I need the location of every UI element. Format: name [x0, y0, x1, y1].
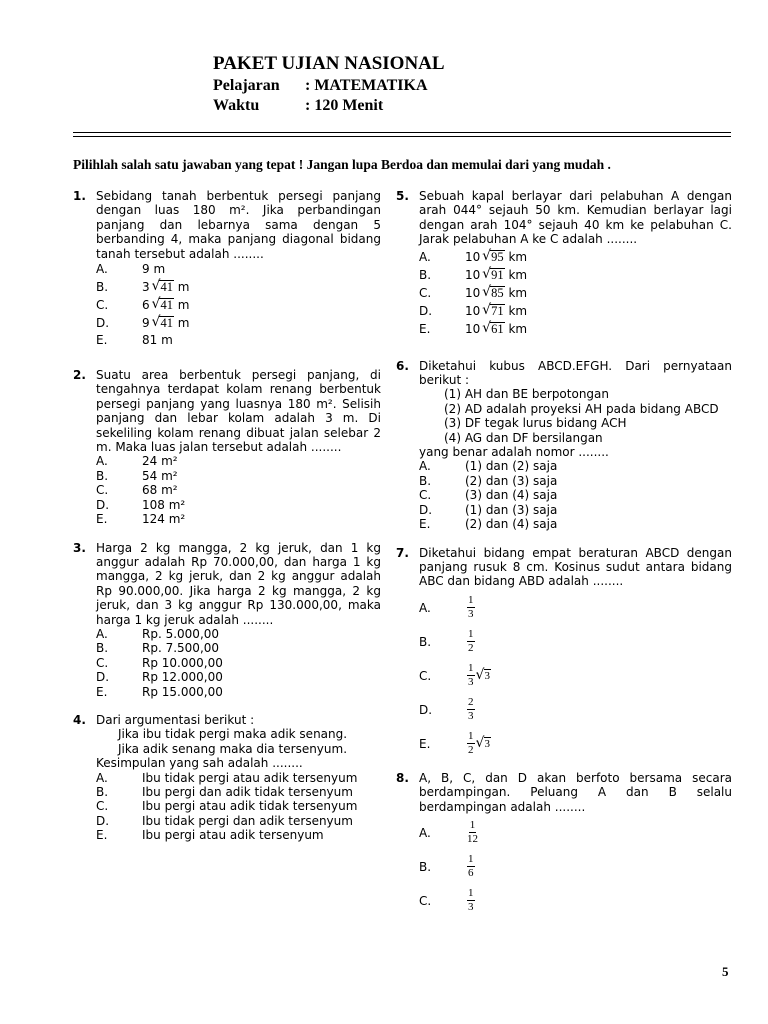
denominator: 6: [468, 867, 474, 880]
question-4: [73, 713, 381, 843]
option-label: E.: [96, 512, 108, 527]
option-d[interactable]: [96, 314, 381, 332]
fraction: [467, 888, 475, 913]
option-unit: km: [508, 268, 528, 283]
question-number: 2.: [73, 368, 86, 383]
question-ask: yang benar adalah nomor ........: [419, 445, 609, 460]
option-a[interactable]: [96, 771, 381, 785]
option-label: E.: [96, 684, 108, 699]
left-column: [73, 189, 381, 843]
instruction-text: Pilihlah salah satu jawaban yang tepat ! Jangan lupa Berdoa dan memulai dari yang mudah .: [73, 157, 611, 172]
numerator: 1: [468, 662, 474, 675]
fraction: [467, 820, 478, 845]
option-text: (1) dan (3) saja: [465, 502, 558, 517]
option-d[interactable]: [96, 814, 381, 828]
question-number: 5.: [396, 189, 409, 203]
option-label: A.: [419, 825, 431, 840]
option-c[interactable]: [419, 285, 732, 303]
subject-row: [213, 76, 445, 96]
option-label: A.: [96, 626, 108, 641]
question-stem: Suatu area berbentuk persegi panjang, di tengahnya terdapat kolam renang berbentuk persegi panjang yang luasnya 180 m². Selisih panjang dan lebar kolam adalah 3 m. Di sekeliling kolam renang dibuat jalan selebar 2 m. Maka luas jalan tersebut adalah ........: [96, 368, 381, 455]
option-label: A.: [96, 454, 108, 469]
option-label: C.: [419, 893, 432, 908]
option-text: (2) dan (4) saja: [465, 517, 558, 532]
option-text: Rp. 7.500,00: [142, 641, 220, 656]
question-7: [396, 546, 732, 761]
option-c[interactable]: [419, 884, 732, 918]
numerator: 1: [468, 594, 474, 607]
option-a[interactable]: [419, 816, 732, 850]
option-unit: m: [177, 315, 190, 330]
option-coefficient: 10: [465, 322, 481, 337]
sqrt-radical: √ 3: [484, 737, 492, 750]
question-number: 7.: [396, 545, 409, 560]
option-a[interactable]: [419, 591, 732, 625]
header-rule-top: [73, 132, 731, 133]
question-stem: A, B, C, dan D akan berfoto bersama secara berdampingan. Peluang A dan B selalu berdampingan adalah ........: [419, 770, 732, 814]
question-number: 1.: [73, 189, 86, 203]
option-label: A.: [96, 770, 108, 785]
option-unit: m: [177, 279, 190, 294]
option-label: C.: [96, 483, 109, 498]
option-label: B.: [419, 634, 432, 649]
option-coefficient: 10: [465, 304, 481, 319]
denominator: 2: [468, 744, 474, 757]
fraction: [467, 854, 475, 879]
option-label: B.: [419, 859, 432, 874]
option-text: 68 m²: [142, 483, 178, 498]
option-label: C.: [419, 668, 432, 683]
question-stem: Harga 2 kg mangga, 2 kg jeruk, dan 1 kg anggur adalah Rp 70.000,00, dan harga 1 kg mangga, 2 kg jeruk, dan 2 kg anggur adalah Rp 90.000,00. Jika harga 2 kg mangga, 2 kg jeruk, dan 3 kg anggur Rp 130.000,00, maka harga 1 kg jeruk adalah ........: [96, 540, 381, 627]
fraction: [467, 697, 475, 722]
question-stem: Diketahui kubus ABCD.EFGH. Dari pernyataan berikut :: [419, 358, 732, 388]
option-coefficient: 6: [142, 297, 150, 312]
option-c[interactable]: [96, 656, 381, 670]
sqrt-radical: √ 41: [159, 298, 174, 311]
option-unit: m: [177, 297, 190, 312]
numerator: 2: [468, 696, 474, 709]
option-d[interactable]: [419, 503, 732, 517]
option-text: 24 m²: [142, 454, 178, 469]
option-c[interactable]: [96, 483, 381, 497]
numerator: 1: [468, 887, 474, 900]
statement-4: (4) AG dan DF bersilangan: [444, 430, 603, 445]
option-text: Ibu tidak pergi dan adik tersenyum: [142, 813, 353, 828]
denominator: 2: [468, 642, 474, 655]
option-label: E.: [419, 322, 431, 337]
option-label: B.: [96, 785, 109, 799]
option-text: Rp 10.000,00: [142, 655, 223, 670]
sqrt-radical: √ 85: [490, 286, 505, 299]
denominator: 3: [468, 710, 474, 723]
option-coefficient: 9: [142, 315, 150, 330]
option-label: D.: [96, 670, 110, 685]
option-label: A.: [419, 459, 431, 474]
statement-1: (1) AH dan BE berpotongan: [444, 387, 609, 402]
option-coefficient: 10: [465, 268, 481, 283]
question-number: 8.: [396, 770, 409, 785]
options: [96, 454, 381, 526]
option-label: D.: [96, 813, 110, 828]
fraction: [467, 731, 475, 756]
options: [96, 771, 381, 843]
option-e[interactable]: [96, 512, 381, 526]
option-coefficient: 10: [465, 286, 481, 301]
fraction: [467, 629, 475, 654]
option-label: E.: [96, 332, 108, 347]
question-8: [396, 771, 732, 918]
option-text: 124 m²: [142, 512, 186, 527]
option-unit: km: [508, 322, 528, 337]
option-label: B.: [96, 641, 109, 656]
option-text: Ibu pergi atau adik tersenyum: [142, 828, 324, 843]
time-value: : 120 Menit: [305, 97, 384, 114]
exam-header: [213, 52, 445, 116]
option-text: Ibu pergi dan adik tidak tersenyum: [142, 785, 353, 799]
statement-3: (3) DF tegak lurus bidang ACH: [444, 416, 627, 431]
option-text: Rp 15.000,00: [142, 684, 223, 699]
numerator: 1: [469, 819, 476, 832]
subject-value: : MATEMATIKA: [305, 77, 428, 94]
option-label: C.: [419, 488, 432, 503]
sqrt-radical: √ 41: [159, 316, 174, 329]
option-a[interactable]: [419, 459, 732, 473]
page-number: 5: [722, 964, 729, 979]
option-text: 54 m²: [142, 468, 178, 483]
option-text: 9 m: [142, 262, 166, 277]
option-e[interactable]: [419, 321, 732, 339]
option-label: B.: [419, 473, 432, 488]
option-b[interactable]: [419, 474, 732, 488]
right-column: [396, 189, 732, 918]
numerator: 1: [468, 628, 474, 641]
sqrt-radical: √ 71: [490, 304, 505, 317]
option-e[interactable]: [96, 332, 381, 348]
option-text: (3) dan (4) saja: [465, 488, 558, 503]
option-text: Ibu tidak pergi atau adik tersenyum: [142, 770, 358, 785]
question-stem: Dari argumentasi berikut :: [96, 712, 255, 727]
fraction: [467, 663, 475, 688]
option-text: (1) dan (2) saja: [465, 459, 558, 474]
question-number: 3.: [73, 540, 86, 555]
sqrt-radical: √ 91: [490, 268, 505, 281]
option-text: 108 m²: [142, 497, 186, 512]
question-2: [73, 368, 381, 526]
option-label: B.: [419, 268, 432, 283]
option-d[interactable]: [419, 303, 732, 321]
option-label: D.: [419, 304, 433, 319]
time-label: Waktu: [213, 97, 260, 114]
options: [96, 261, 381, 348]
option-text: Rp. 5.000,00: [142, 626, 220, 641]
option-label: D.: [419, 502, 433, 517]
option-label: B.: [96, 279, 109, 294]
exam-title: PAKET UJIAN NASIONAL: [213, 53, 445, 74]
options: [96, 627, 381, 699]
question-6: [396, 359, 732, 532]
option-label: C.: [96, 799, 109, 814]
subject-label: Pelajaran: [213, 77, 280, 94]
option-d[interactable]: [419, 693, 732, 727]
denominator: 12: [467, 833, 478, 846]
option-label: C.: [96, 297, 109, 312]
option-label: A.: [419, 600, 431, 615]
option-text: (2) dan (3) saja: [465, 473, 558, 488]
header-rule-bottom: [73, 136, 731, 137]
question-stem: Sebidang tanah berbentuk persegi panjang dengan luas 180 m². Jika perbandingan panjang dan lebarnya sama dengan 5 berbanding 4, maka panjang diagonal bidang tanah tersebut adalah ........: [96, 189, 381, 261]
premise-2: Jika adik senang maka dia tersenyum.: [118, 741, 348, 756]
question-1: [73, 189, 381, 348]
question-stem: Diketahui bidang empat beraturan ABCD dengan panjang rusuk 8 cm. Kosinus sudut antara bidang ABC dan bidang ABD adalah ........: [419, 545, 732, 589]
time-row: [213, 96, 445, 116]
option-a[interactable]: [96, 627, 381, 641]
option-e[interactable]: [419, 727, 732, 761]
option-c[interactable]: [419, 488, 732, 502]
option-text: Rp 12.000,00: [142, 670, 223, 685]
options: [419, 816, 732, 918]
option-b[interactable]: [96, 278, 381, 296]
fraction: [467, 595, 475, 620]
option-unit: km: [508, 250, 528, 265]
option-d[interactable]: [96, 670, 381, 684]
option-a[interactable]: [96, 454, 381, 468]
option-b[interactable]: [96, 785, 381, 799]
statement-2: (2) AD adalah proyeksi AH pada bidang ABCD: [444, 401, 719, 416]
option-d[interactable]: [96, 498, 381, 512]
option-text: 81 m: [142, 332, 173, 347]
option-label: B.: [96, 468, 109, 483]
sqrt-radical: √ 41: [159, 280, 174, 293]
option-b[interactable]: [419, 267, 732, 285]
option-b[interactable]: [96, 641, 381, 655]
option-b[interactable]: [96, 469, 381, 483]
option-label: E.: [419, 736, 431, 751]
option-label: C.: [419, 286, 432, 301]
question-3: [73, 541, 381, 699]
option-label: D.: [96, 315, 110, 330]
option-label: A.: [96, 262, 108, 277]
question-number: 4.: [73, 712, 86, 727]
option-a[interactable]: [96, 261, 381, 278]
denominator: 3: [468, 676, 474, 689]
option-label: D.: [419, 702, 433, 717]
option-text: Ibu pergi atau adik tidak tersenyum: [142, 799, 358, 814]
option-label: E.: [419, 517, 431, 532]
option-c[interactable]: [419, 659, 732, 693]
question-stem: Sebuah kapal berlayar dari pelabuhan A dengan arah 044° sejauh 50 km. Kemudian berlayar lagi dengan arah 104° sejauh 40 km ke pelabuhan C. Jarak pelabuhan A ke C adalah ........: [419, 189, 732, 247]
option-unit: km: [508, 304, 528, 319]
option-e[interactable]: [419, 517, 732, 531]
option-a[interactable]: [419, 249, 732, 267]
sqrt-radical: √ 61: [490, 322, 505, 335]
option-b[interactable]: [419, 850, 732, 884]
sqrt-radical: √ 3: [484, 669, 492, 682]
option-label: D.: [96, 497, 110, 512]
option-label: E.: [96, 828, 108, 843]
options: [419, 591, 732, 761]
option-coefficient: 3: [142, 279, 150, 294]
numerator: 1: [468, 730, 474, 743]
numerator: 1: [468, 853, 474, 866]
denominator: 3: [468, 608, 474, 621]
option-b[interactable]: [419, 625, 732, 659]
option-e[interactable]: [96, 685, 381, 699]
option-e[interactable]: [96, 828, 381, 842]
question-5: [396, 189, 732, 339]
option-label: A.: [419, 250, 431, 265]
options: [419, 249, 732, 339]
denominator: 3: [468, 901, 474, 914]
sqrt-radical: √ 95: [490, 250, 505, 263]
option-c[interactable]: [96, 296, 381, 314]
option-coefficient: 10: [465, 250, 481, 265]
question-ask: Kesimpulan yang sah adalah ........: [96, 756, 303, 771]
question-number: 6.: [396, 358, 409, 373]
options: [419, 459, 732, 531]
option-label: C.: [96, 655, 109, 670]
option-c[interactable]: [96, 799, 381, 813]
premise-1: Jika ibu tidak pergi maka adik senang.: [118, 727, 348, 742]
option-unit: km: [508, 286, 528, 301]
